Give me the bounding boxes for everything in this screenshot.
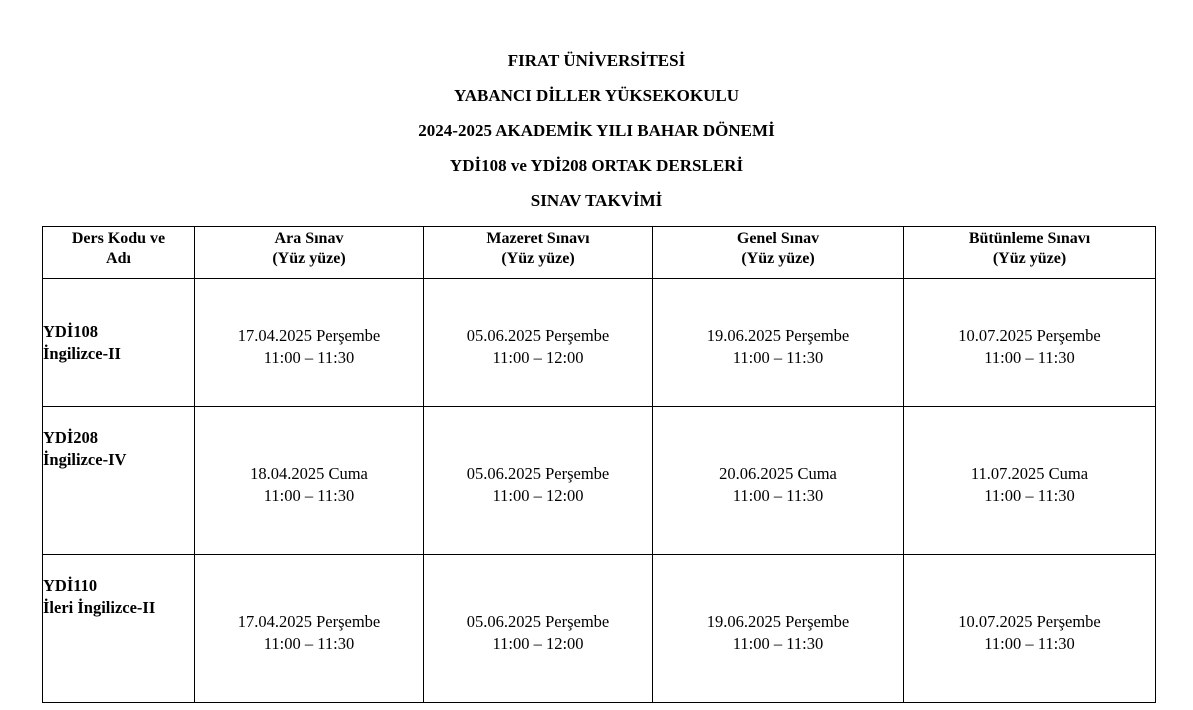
exam-date: 19.06.2025 Perşembe bbox=[706, 611, 850, 631]
course-cell bbox=[43, 555, 195, 703]
exam-time: 11:00 – 12:00 bbox=[492, 485, 584, 505]
course-code: YDİ110 bbox=[43, 576, 98, 595]
exam-cell-midterm bbox=[195, 407, 424, 555]
course-cell bbox=[43, 407, 195, 555]
exam-time: 11:00 – 11:30 bbox=[263, 633, 355, 653]
column-header-midterm: Ara Sınav (Yüz yüze) bbox=[195, 227, 424, 279]
exam-cell-resit bbox=[904, 407, 1156, 555]
exam-cell-resit bbox=[904, 555, 1156, 703]
exam-date: 05.06.2025 Perşembe bbox=[466, 325, 610, 345]
exam-date: 11.07.2025 Cuma bbox=[970, 463, 1089, 483]
exam-date: 17.04.2025 Perşembe bbox=[237, 611, 381, 631]
course-name: İleri İngilizce-II bbox=[43, 598, 156, 617]
exam-date: 05.06.2025 Perşembe bbox=[466, 463, 610, 483]
academic-term: 2024-2025 AKADEMİK YILI BAHAR DÖNEMİ bbox=[418, 121, 775, 140]
exam-cell-final bbox=[653, 555, 904, 703]
table-row bbox=[43, 407, 1156, 555]
table-row bbox=[43, 555, 1156, 703]
exam-time: 11:00 – 12:00 bbox=[492, 347, 584, 367]
document-header bbox=[0, 47, 1193, 222]
exam-cell-makeup bbox=[424, 555, 653, 703]
exam-cell-makeup bbox=[424, 407, 653, 555]
exam-time: 11:00 – 11:30 bbox=[263, 485, 355, 505]
exam-date: 10.07.2025 Perşembe bbox=[958, 611, 1101, 631]
exam-cell-final bbox=[653, 279, 904, 407]
exam-date: 20.06.2025 Cuma bbox=[719, 463, 837, 483]
exam-time: 11:00 – 11:30 bbox=[732, 485, 824, 505]
university-name: FIRAT ÜNİVERSİTESİ bbox=[507, 51, 686, 70]
exam-cell-midterm bbox=[195, 279, 424, 407]
exam-time: 11:00 – 12:00 bbox=[492, 633, 584, 653]
exam-schedule-table bbox=[42, 226, 1156, 703]
course-cell bbox=[43, 279, 195, 407]
exam-time: 11:00 – 11:30 bbox=[984, 485, 1075, 505]
course-code: YDİ108 bbox=[43, 321, 99, 341]
document-title: SINAV TAKVİMİ bbox=[530, 191, 663, 210]
exam-date: 05.06.2025 Perşembe bbox=[466, 611, 610, 631]
column-header-resit: Bütünleme Sınavı (Yüz yüze) bbox=[904, 227, 1156, 279]
exam-date: 17.04.2025 Perşembe bbox=[237, 325, 381, 345]
column-header-course: Ders Kodu ve Adı bbox=[43, 227, 195, 279]
exam-cell-resit bbox=[904, 279, 1156, 407]
exam-cell-final bbox=[653, 407, 904, 555]
exam-cell-midterm bbox=[195, 555, 424, 703]
course-group: YDİ108 ve YDİ208 ORTAK DERSLERİ bbox=[449, 156, 744, 175]
exam-time: 11:00 – 11:30 bbox=[732, 633, 824, 653]
exam-date: 10.07.2025 Perşembe bbox=[958, 325, 1101, 345]
school-name: YABANCI DİLLER YÜKSEKOKULU bbox=[454, 86, 739, 105]
course-name: İngilizce-II bbox=[43, 343, 121, 363]
course-code: YDİ208 bbox=[43, 428, 99, 447]
exam-time: 11:00 – 11:30 bbox=[732, 347, 824, 367]
column-header-final: Genel Sınav (Yüz yüze) bbox=[653, 227, 904, 279]
course-name: İngilizce-IV bbox=[43, 450, 127, 469]
exam-cell-makeup bbox=[424, 279, 653, 407]
table-header-row bbox=[43, 227, 1156, 279]
exam-date: 19.06.2025 Perşembe bbox=[706, 325, 850, 345]
column-header-makeup: Mazeret Sınavı (Yüz yüze) bbox=[424, 227, 653, 279]
exam-time: 11:00 – 11:30 bbox=[263, 347, 355, 367]
exam-time: 11:00 – 11:30 bbox=[984, 347, 1075, 367]
exam-date: 18.04.2025 Cuma bbox=[250, 463, 368, 483]
table-row bbox=[43, 279, 1156, 407]
exam-time: 11:00 – 11:30 bbox=[984, 633, 1075, 653]
